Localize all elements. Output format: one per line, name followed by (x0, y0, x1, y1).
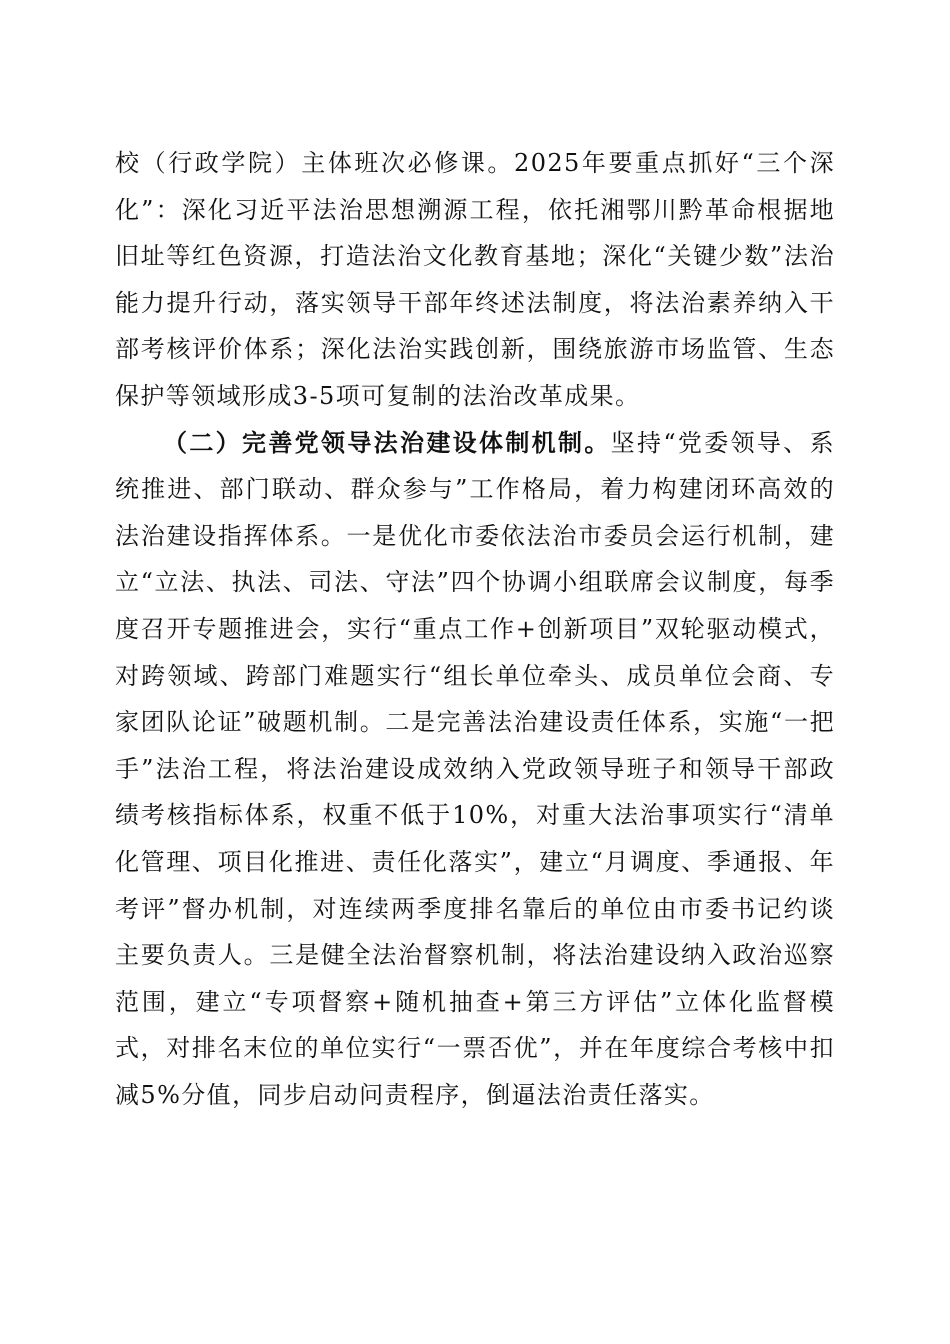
paragraph-section-two (115, 420, 835, 1119)
section-heading: （二）完善党领导法治建设体制机制。 (163, 427, 611, 457)
document-body (115, 140, 835, 1118)
section-body: 坚持“党委领导、系统推进、部门联动、群众参与”工作格局，着力构建闭环高效的法治建设指挥体系。一是优化市委依法治市委员会运行机制，建立“立法、执法、司法、守法”四个协调小组联席会议制度，每季度召开专题推进会，实行“重点工作+创新项目”双轮驱动模式，对跨领域、跨部门难题实行“组长单位牵头、成员单位会商、专家团队论证”破题机制。二是完善法治建设责任体系，实施“一把手”法治工程，将法治建设成效纳入党政领导班子和领导干部政绩考核指标体系，权重不低于10%，对重大法治事项实行“清单化管理、项目化推进、责任化落实”，建立“月调度、季通报、年考评”督办机制，对连续两季度排名靠后的单位由市委书记约谈主要负责人。三是健全法治督察机制，将法治建设纳入政治巡察范围，建立“专项督察+随机抽查+第三方评估”立体化监督模式，对排名末位的单位实行“一票否优”，并在年度综合考核中扣减5%分值，同步启动问责程序，倒逼法治责任落实。 (115, 428, 835, 1109)
paragraph-continued: 校（行政学院）主体班次必修课。2025年要重点抓好“三个深化”：深化习近平法治思想溯源工程，依托湘鄂川黔革命根据地旧址等红色资源，打造法治文化教育基地；深化“关键少数”法治能力提升行动，落实领导干部年终述法制度，将法治素养纳入干部考核评价体系；深化法治实践创新，围绕旅游市场监管、生态保护等领域形成3-5项可复制的法治改革成果。 (115, 149, 835, 410)
